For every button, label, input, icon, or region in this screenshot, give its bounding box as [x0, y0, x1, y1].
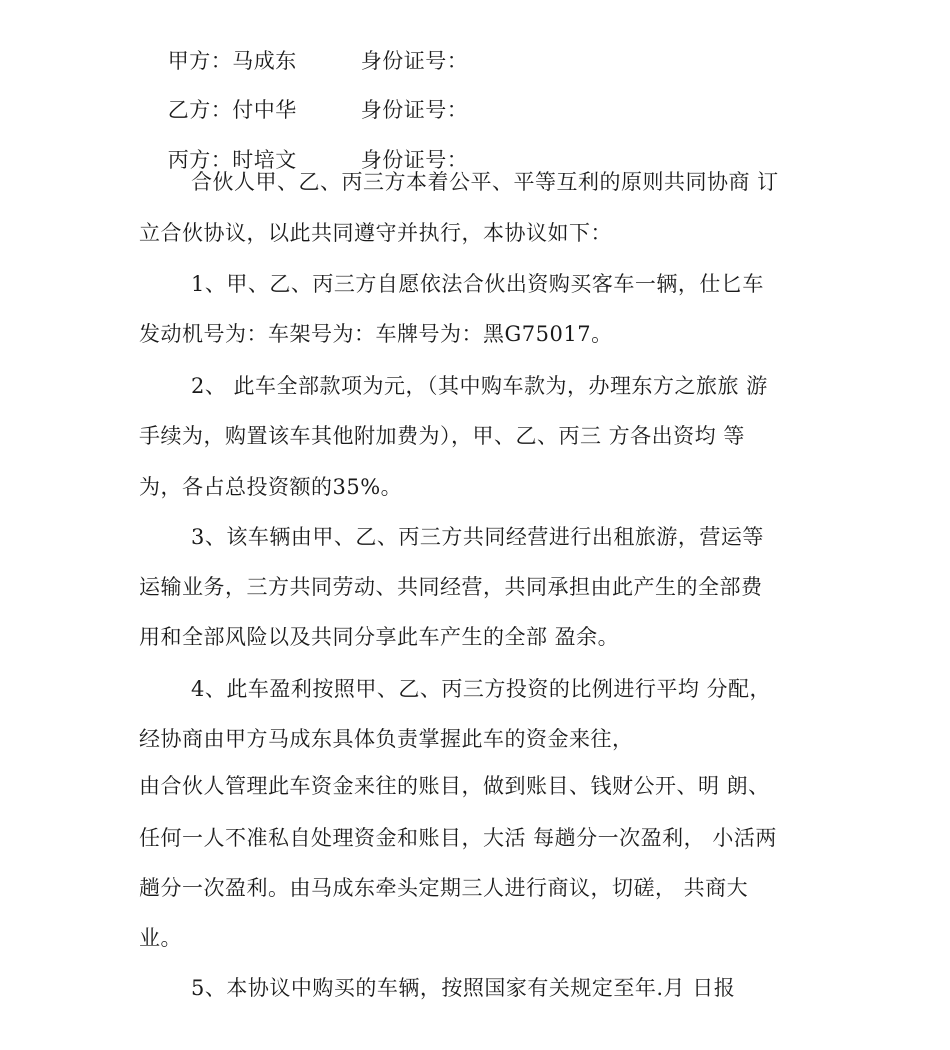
clause-4-line-4: 任何一人不准私自处理资金和账目，大活 每趟分一次盈利， 小活两 — [139, 826, 777, 850]
party-a-name: 甲方：马成东 — [167, 49, 297, 73]
clause-4-line-2: 经协商由甲方马成东具体负责掌握此车的资金来往， — [139, 727, 634, 751]
party-c-id-label: 身份证号： — [360, 148, 469, 172]
clause-1-line-2: 发动机号为：车架号为：车牌号为：黑G75017。 — [139, 322, 613, 346]
clause-2-line-2: 手续为，购置该车其他附加费为），甲、乙、丙三 方各出资均 等 — [139, 424, 745, 448]
party-a-id-label: 身份证号： — [360, 49, 469, 73]
clause-3-line-2: 运输业务，三方共同劳动、共同经营，共同承担由此产生的全部费 — [139, 575, 763, 599]
clause-4-line-6: 业。 — [139, 926, 182, 950]
clause-4-line-3: 由合伙人管理此车资金来往的账目，做到账目、钱财公开、明 朗、 — [139, 774, 770, 798]
preamble-line-2: 立合伙协议，以此共同遵守并执行，本协议如下： — [139, 221, 612, 245]
preamble-line-1: 合伙人甲、乙、丙三方本着公平、平等互利的原则共同协商 订 — [191, 170, 779, 194]
party-c-name: 丙方：时培文 — [167, 148, 297, 172]
clause-3-line-3: 用和全部风险以及共同分享此车产生的全部 盈余。 — [139, 625, 620, 649]
party-b-name: 乙方：付中华 — [167, 98, 297, 122]
clause-2-line-1: 2、 此车全部款项为元，（其中购车款为，办理东方之旅旅 游 — [191, 374, 768, 398]
party-b-id-label: 身份证号： — [360, 98, 469, 122]
clause-2-line-3: 为，各占总投资额的35%。 — [139, 475, 403, 499]
clause-4-line-1: 4、此车盈利按照甲、乙、丙三方投资的比例进行平均 分配， — [191, 677, 772, 701]
clause-4-line-5: 趟分一次盈利。由马成东牵头定期三人进行商议，切磋， 共商大 — [139, 876, 749, 900]
clause-5-line-1: 5、本协议中购买的车辆，按照国家有关规定至年.月 日报 — [191, 976, 736, 1000]
clause-3-line-1: 3、该车辆由甲、乙、丙三方共同经营进行出租旅游，营运等 — [191, 525, 764, 549]
clause-1-line-1: 1、甲、乙、丙三方自愿依法合伙出资购买客车一辆，仕匕车 — [191, 272, 764, 296]
